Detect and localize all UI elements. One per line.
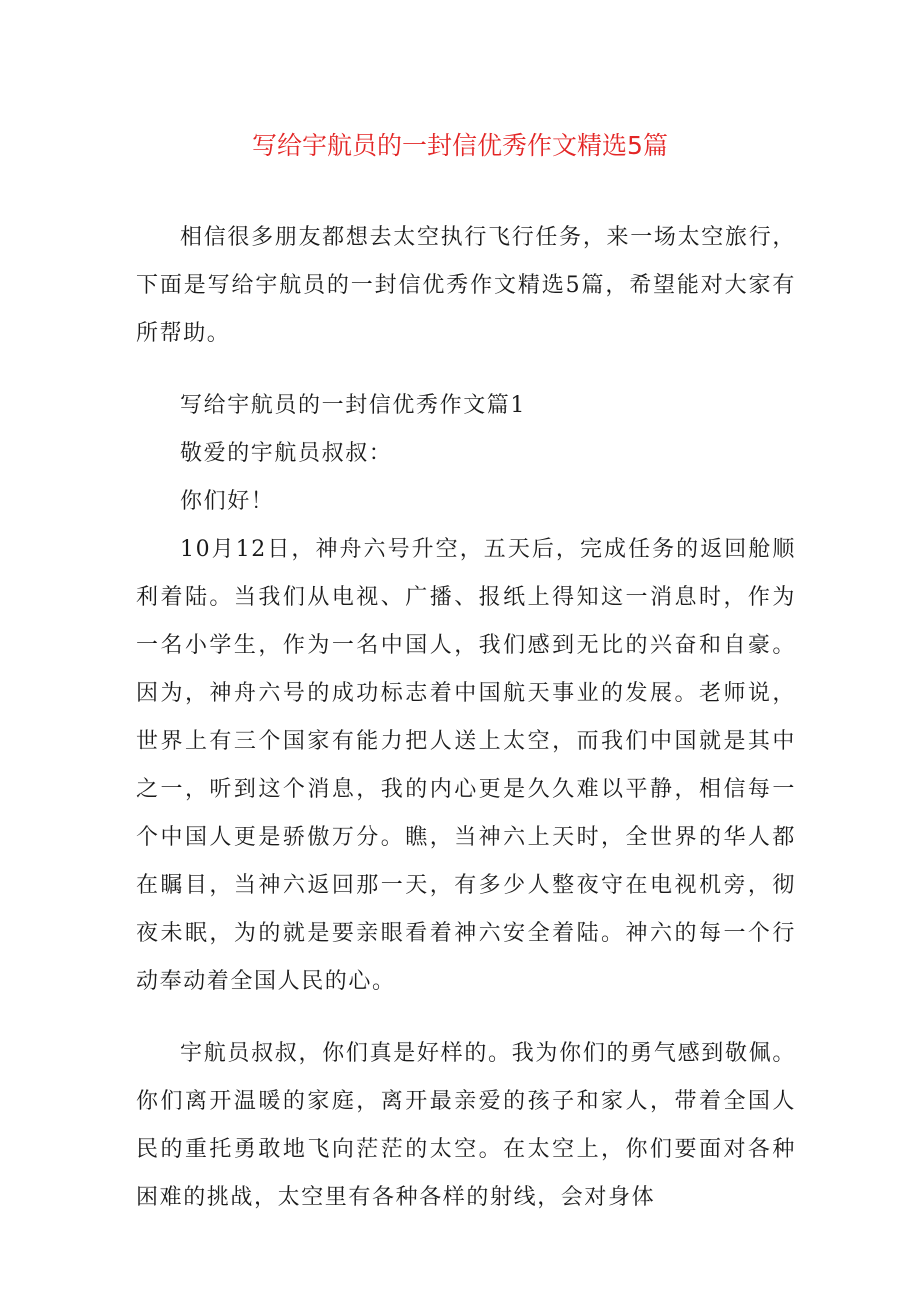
letter-salutation: 敬爱的宇航员叔叔：	[180, 441, 393, 466]
letter-greeting: 你们好！	[180, 489, 275, 514]
body-paragraph: 宇航员叔叔，你们真是好样的。我为你们的勇气感到敬佩。你们离开温暖的家庭，离开最亲爱的孩子和家人，带着全国人民的重托勇敢地飞向茫茫的太空。在太空上，你们要面对各种困难的挑战，太空里有各种各样的射线，会对身体	[136, 1041, 796, 1210]
intro-paragraph: 相信很多朋友都想去太空执行飞行任务，来一场太空旅行，下面是写给宇航员的一封信优秀作文精选5篇，希望能对大家有所帮助。	[136, 225, 796, 346]
body-paragraph: 10月12日，神舟六号升空，五天后，完成任务的返回舱顺利着陆。当我们从电视、广播、报纸上得知这一消息时，作为一名小学生，作为一名中国人，我们感到无比的兴奋和自豪。因为，神舟六号的成功标志着中国航天事业的发展。老师说，世界上有三个国家有能力把人送上太空，而我们中国就是其中之一，听到这个消息，我的内心更是久久难以平静，相信每一个中国人更是骄傲万分。瞧，当神六上天时，全世界的华人都在瞩目，当神六返回那一天，有多少人整夜守在电视机旁，彻夜未眠，为的就是要亲眼看着神六安全着陆。神六的每一个行动奉动着全国人民的心。	[136, 537, 796, 994]
document-body	[136, 214, 796, 1222]
essay-heading: 写给宇航员的一封信优秀作文篇1	[180, 393, 526, 418]
document-title: 写给宇航员的一封信优秀作文精选5篇	[252, 131, 668, 160]
